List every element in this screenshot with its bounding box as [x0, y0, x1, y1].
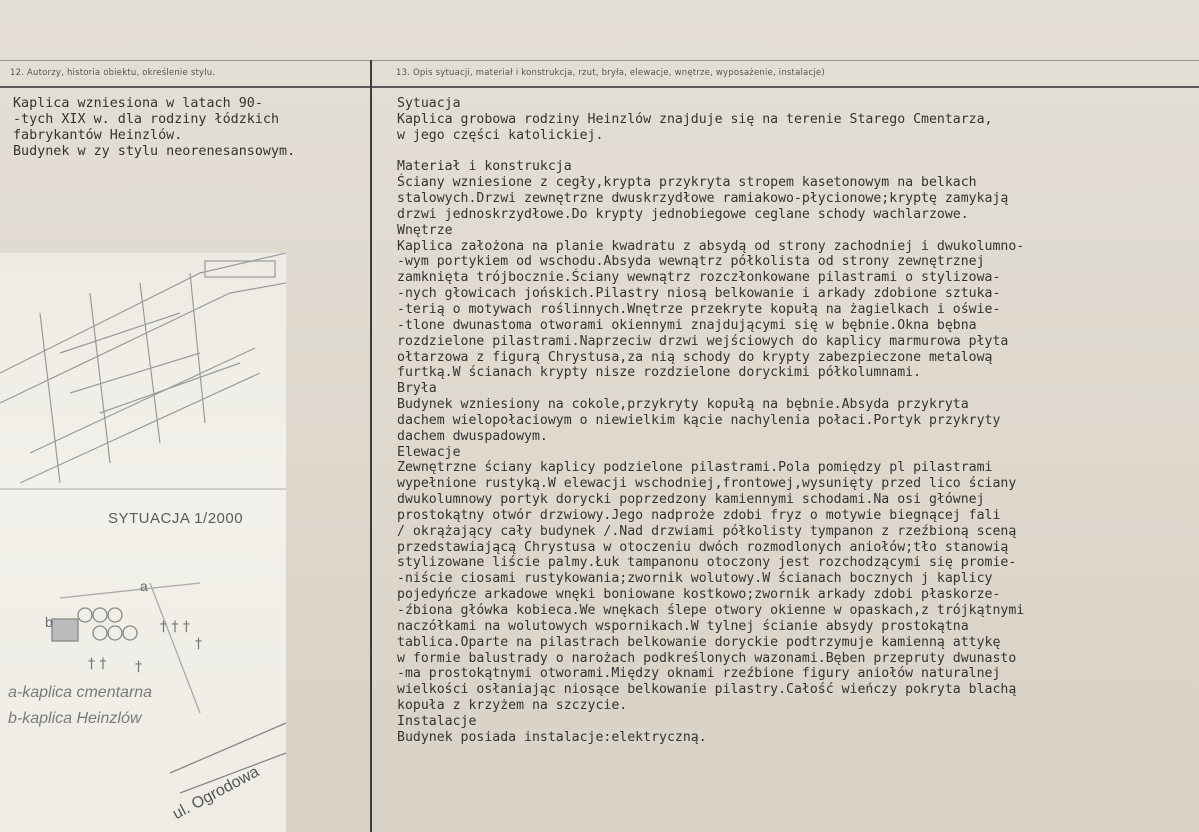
map-marker-a: a — [140, 578, 148, 594]
situation-map-drawing — [0, 253, 286, 832]
right-column-header: 13. Opis sytuacji, materiał i konstrukcja, rzut, bryła, elewacje, wnętrze, wyposażenie, instalacje) — [396, 68, 825, 78]
header-bottom-rule — [0, 86, 1199, 88]
map-scale-title: SYTUACJA 1/2000 — [108, 510, 244, 527]
map-marker-b: b — [45, 614, 53, 630]
situation-map-photo — [0, 253, 286, 832]
legend-a: a-kaplica cmentarna — [8, 684, 153, 701]
column-divider — [370, 60, 372, 832]
street-label: ul. Ogrodowa — [170, 763, 263, 824]
svg-text:† † †: † † † — [160, 619, 190, 635]
left-column-header: 12. Autorzy, historia obiektu, określenie stylu. — [10, 68, 216, 78]
author-history-style-text: Kaplica wzniesiona w latach 90- -tych XIX w. dla rodziny łódzkich fabrykantów Heinzlów. Budynek w zy stylu neorenesansowym. — [13, 96, 296, 159]
svg-text:†: † — [135, 659, 142, 675]
legend-b: b-kaplica Heinzlów — [8, 710, 142, 727]
svg-text:†: † — [195, 636, 202, 652]
svg-text:† †: † † — [88, 656, 107, 672]
header-top-rule — [0, 60, 1199, 61]
description-text: Sytuacja Kaplica grobowa rodziny Heinzlów znajduje się na terenie Starego Cmentarza, w jego części katolickiej. Materiał i konstrukcja Ściany wzniesione z cegły,krypta przykryta stropem kasetonowym na belkach stalowych.Drzwi zewnętrzne dwuskrzydłowe ramiakowo-płycionowe;kryptę zamykają drzwi jednoskrzydłowe.Do krypty jednobiegowe ceglane schody wachlarzowe. Wnętrze Kaplica założona na planie kwadratu z absydą od strony zachodniej i dwukolumno- -wym portykiem od wschodu.Absyda wewnątrz półkolista od strony zewnętrznej zamknięta trójbocznie.Ściany wewnątrz rozczłonkowane pilastrami o stylizowa- -nych głowicach jońskich.Pilastry niosą belkowanie i arkady zdobione sztuka- -terią o motywach roślinnych.Wnętrze przekryte kopułą na żagielkach i oświe- -tlone dwunastoma otworami okiennymi znajdującymi się w bębnie.Okna bębna rozdzielone pilastrami.Naprzeciw drzwi wejściowych do kaplicy marmurowa płyta ołtarzowa z figurą Chrystusa,za nią schody do krypty zabezpieczone metalową furtką.W ścianach krypty nisze rozdzielone doryckimi półkolumnami. Bryła Budynek wzniesiony na cokole,przykryty kopułą na bębnie.Absyda przykryta dachem wielopołaciowym o niewielkim kącie nachylenia połaci.Portyk przykryty dachem dwuspadowym. Elewacje Zewnętrzne ściany kaplicy podzielone pilastrami.Pola pomiędzy pl pilastrami wypełnione rustyką.W elewacji wschodniej,frontowej,wysunięty przed lico ściany dwukolumnowy portyk dorycki poprzedzony kamiennymi schodami.Na osi głównej prostokątny otwór drzwiowy.Jego nadproże zdobi fryz o motywie biegnącej fali / okrążający cały budynek /.Nad drzwiami półkolisty tympanon z rzeźbioną sceną przedstawiającą Chrystusa w otoczeniu dwóch rozmodlonych aniołów;tło stanowią stylizowane liście palmy.Łuk tampanonu otoczony jest rozchodzącymi się promie- -niście ciosami rustykowania;zwornik wolutowy.W ścianach bocznych j kaplicy pojedyńcze arkadowe wnęki boniowane kostkowo;zwornik arkady zdobi płaskorze- -źbiona główka kobieca.We wnękach ślepe otwory okienne w opaskach,z trójkątnymi naczółkami na wolutowych wspornikach.W tylnej ścianie absydy prostokątna tablica.Oparte na pilastrach belkowanie doryckie podtrzymuje kamienną attykę w formie balustrady o narożach podkreślonych wazonami.Bęben przepruty dwunasto -ma prostokątnymi otworami.Między oknami rzeźbione figury aniołów naturalnej wielkości osłaniając niosące belkowanie pilastry.Całość wieńczy pokryta blachą kopuła z krzyżem na szczycie. Instalacje Budynek posiada instalacje:elektryczną. — [397, 96, 1025, 745]
